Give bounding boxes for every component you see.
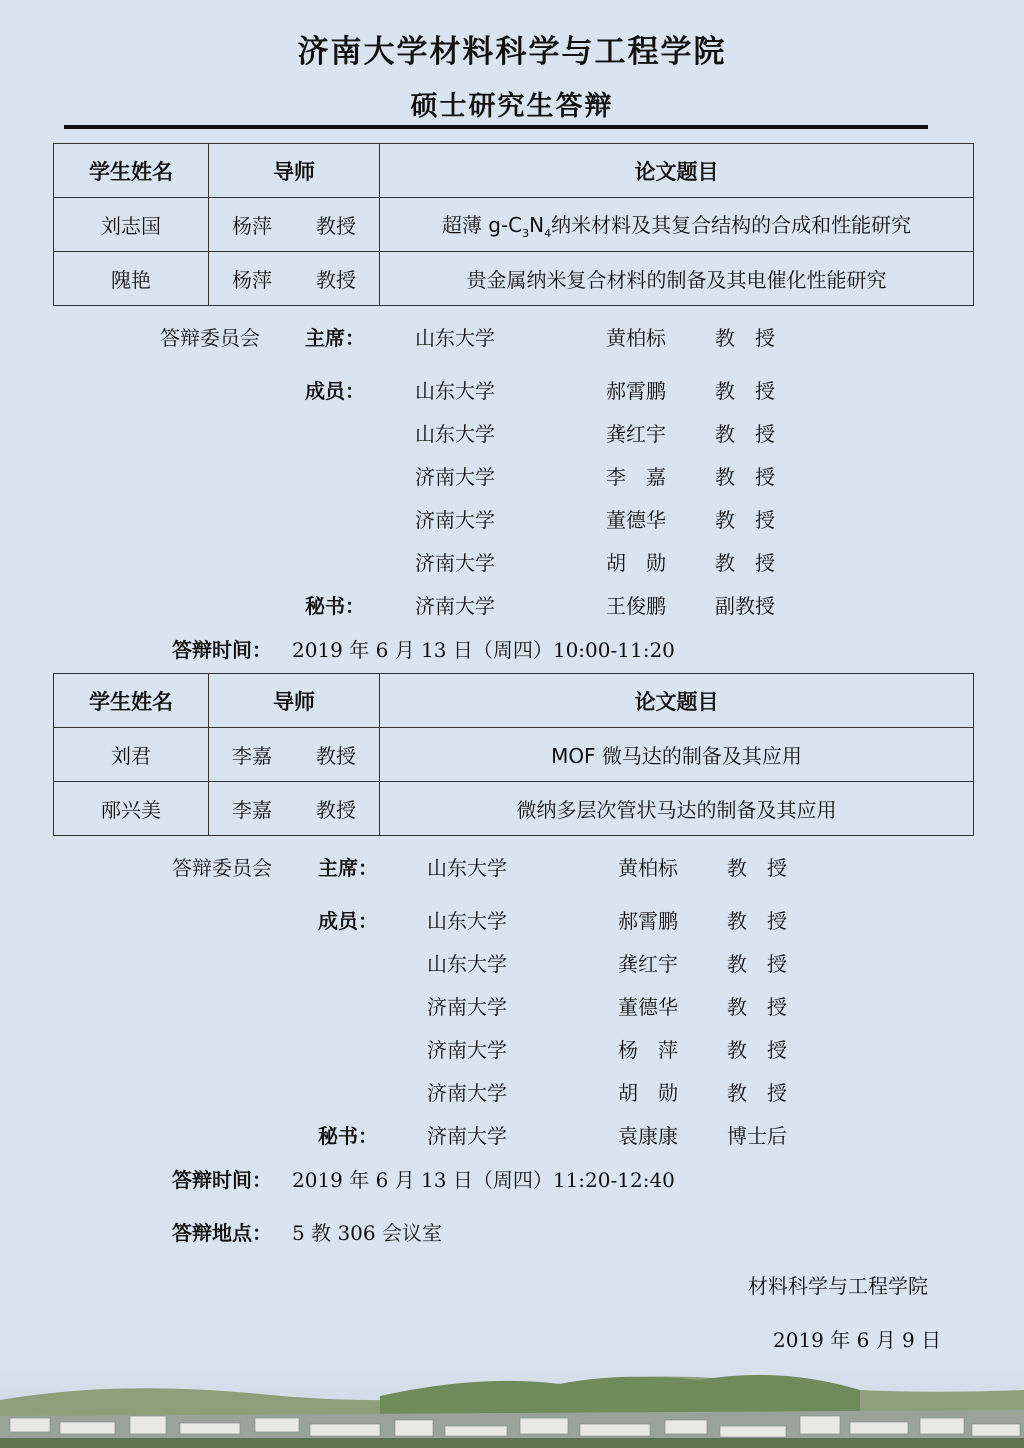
members-label: 成员： bbox=[318, 909, 378, 933]
secretary-name: 王俊鹏 bbox=[606, 594, 666, 618]
member-name: 董德华 bbox=[606, 508, 666, 532]
member-name: 龚红宇 bbox=[606, 422, 666, 446]
thesis-title-rest: 微马达的制备及其应用 bbox=[601, 744, 802, 768]
secretary-name: 袁康康 bbox=[618, 1124, 678, 1148]
member-title: 教 授 bbox=[727, 995, 787, 1019]
member-title: 教 授 bbox=[727, 952, 787, 976]
member-name: 杨 萍 bbox=[618, 1038, 678, 1062]
header-thesis: 论文题目 bbox=[380, 674, 974, 728]
page-subtitle: 硕士研究生答辩 bbox=[410, 91, 614, 122]
table-row bbox=[54, 782, 974, 836]
member-org: 济南大学 bbox=[427, 995, 507, 1019]
member-name: 李 嘉 bbox=[606, 465, 666, 489]
member-org: 济南大学 bbox=[415, 465, 495, 489]
header-student: 学生姓名 bbox=[54, 674, 209, 728]
advisor-cell bbox=[209, 198, 380, 252]
location-value: 5 教 306 会议室 bbox=[292, 1221, 442, 1245]
member-org: 山东大学 bbox=[427, 909, 507, 933]
table-header-row bbox=[54, 144, 974, 198]
advisor-cell bbox=[209, 728, 380, 782]
member-name: 胡 勋 bbox=[606, 551, 666, 575]
secretary-org: 济南大学 bbox=[427, 1124, 507, 1148]
member-org: 济南大学 bbox=[427, 1081, 507, 1105]
member-title: 教 授 bbox=[715, 422, 775, 446]
table-row bbox=[54, 252, 974, 306]
member-org: 山东大学 bbox=[427, 952, 507, 976]
advisor-cell bbox=[209, 782, 380, 836]
member-title: 教 授 bbox=[727, 909, 787, 933]
member-title: 教 授 bbox=[715, 465, 775, 489]
secretary-label: 秘书： bbox=[318, 1124, 378, 1148]
members-label: 成员： bbox=[305, 379, 365, 403]
header-thesis: 论文题目 bbox=[380, 144, 974, 198]
chair-name: 黄柏标 bbox=[606, 326, 666, 350]
thesis-title-mid: N bbox=[529, 213, 545, 237]
session2-table bbox=[53, 673, 974, 836]
thesis-title-sub1: 3 bbox=[522, 227, 530, 240]
student-name: 邴兴美 bbox=[54, 782, 209, 836]
member-name: 郝霄鹏 bbox=[618, 909, 678, 933]
committee-label: 答辩委员会 bbox=[172, 856, 272, 880]
student-name: 刘君 bbox=[54, 728, 209, 782]
time-label: 答辩时间： bbox=[172, 1168, 272, 1192]
member-org: 济南大学 bbox=[415, 551, 495, 575]
chair-label: 主席： bbox=[318, 856, 378, 880]
location-label: 答辩地点： bbox=[172, 1221, 272, 1245]
advisor-title: 教授 bbox=[316, 744, 356, 768]
chair-title: 教 授 bbox=[715, 326, 775, 350]
advisor-name: 杨萍 bbox=[232, 214, 272, 238]
table-header-row bbox=[54, 674, 974, 728]
member-name: 龚红宇 bbox=[618, 952, 678, 976]
table-row bbox=[54, 728, 974, 782]
member-title: 教 授 bbox=[715, 551, 775, 575]
header-advisor: 导师 bbox=[209, 144, 380, 198]
thesis-title-pre: 超薄 g-C bbox=[441, 213, 523, 237]
time-label: 答辩时间： bbox=[172, 638, 272, 662]
chair-org: 山东大学 bbox=[415, 326, 495, 350]
advisor-title: 教授 bbox=[316, 214, 356, 238]
thesis-title-sub2: 4 bbox=[544, 227, 552, 240]
header-advisor: 导师 bbox=[209, 674, 380, 728]
member-title: 教 授 bbox=[715, 379, 775, 403]
member-title: 教 授 bbox=[715, 508, 775, 532]
member-org: 山东大学 bbox=[415, 379, 495, 403]
member-name: 郝霄鹏 bbox=[606, 379, 666, 403]
thesis-title: 微纳多层次管状马达的制备及其应用 bbox=[380, 782, 974, 836]
session1-table bbox=[53, 143, 974, 306]
member-org: 济南大学 bbox=[427, 1038, 507, 1062]
chair-title: 教 授 bbox=[727, 856, 787, 880]
thesis-title: 贵金属纳米复合材料的制备及其电催化性能研究 bbox=[380, 252, 974, 306]
header-student: 学生姓名 bbox=[54, 144, 209, 198]
advisor-name: 杨萍 bbox=[232, 268, 272, 292]
committee-label: 答辩委员会 bbox=[160, 326, 260, 350]
campus-panorama-image bbox=[0, 1360, 1024, 1448]
member-title: 教 授 bbox=[727, 1038, 787, 1062]
secretary-title: 副教授 bbox=[715, 594, 775, 618]
secretary-org: 济南大学 bbox=[415, 594, 495, 618]
student-name: 隗艳 bbox=[54, 252, 209, 306]
chair-org: 山东大学 bbox=[427, 856, 507, 880]
member-name: 胡 勋 bbox=[618, 1081, 678, 1105]
advisor-title: 教授 bbox=[316, 798, 356, 822]
thesis-title bbox=[380, 198, 974, 252]
advisor-name: 李嘉 bbox=[232, 744, 272, 768]
secretary-title: 博士后 bbox=[727, 1124, 787, 1148]
student-name: 刘志国 bbox=[54, 198, 209, 252]
advisor-name: 李嘉 bbox=[232, 798, 272, 822]
thesis-title-post: 纳米材料及其复合结构的合成和性能研究 bbox=[551, 213, 912, 237]
footer-org: 材料科学与工程学院 bbox=[748, 1274, 928, 1298]
thesis-title bbox=[380, 728, 974, 782]
title-divider bbox=[64, 125, 928, 129]
footer-date: 2019 年 6 月 9 日 bbox=[773, 1328, 942, 1352]
member-org: 山东大学 bbox=[415, 422, 495, 446]
member-org: 济南大学 bbox=[415, 508, 495, 532]
page-title: 济南大学材料科学与工程学院 bbox=[297, 34, 727, 70]
chair-name: 黄柏标 bbox=[618, 856, 678, 880]
thesis-title-latin: MOF bbox=[551, 744, 596, 768]
time-value: 2019 年 6 月 13 日（周四）10:00-11:20 bbox=[292, 638, 675, 662]
secretary-label: 秘书： bbox=[305, 594, 365, 618]
member-title: 教 授 bbox=[727, 1081, 787, 1105]
table-row bbox=[54, 198, 974, 252]
member-name: 董德华 bbox=[618, 995, 678, 1019]
chair-label: 主席： bbox=[305, 326, 365, 350]
advisor-title: 教授 bbox=[316, 268, 356, 292]
time-value: 2019 年 6 月 13 日（周四）11:20-12:40 bbox=[292, 1168, 675, 1192]
advisor-cell bbox=[209, 252, 380, 306]
